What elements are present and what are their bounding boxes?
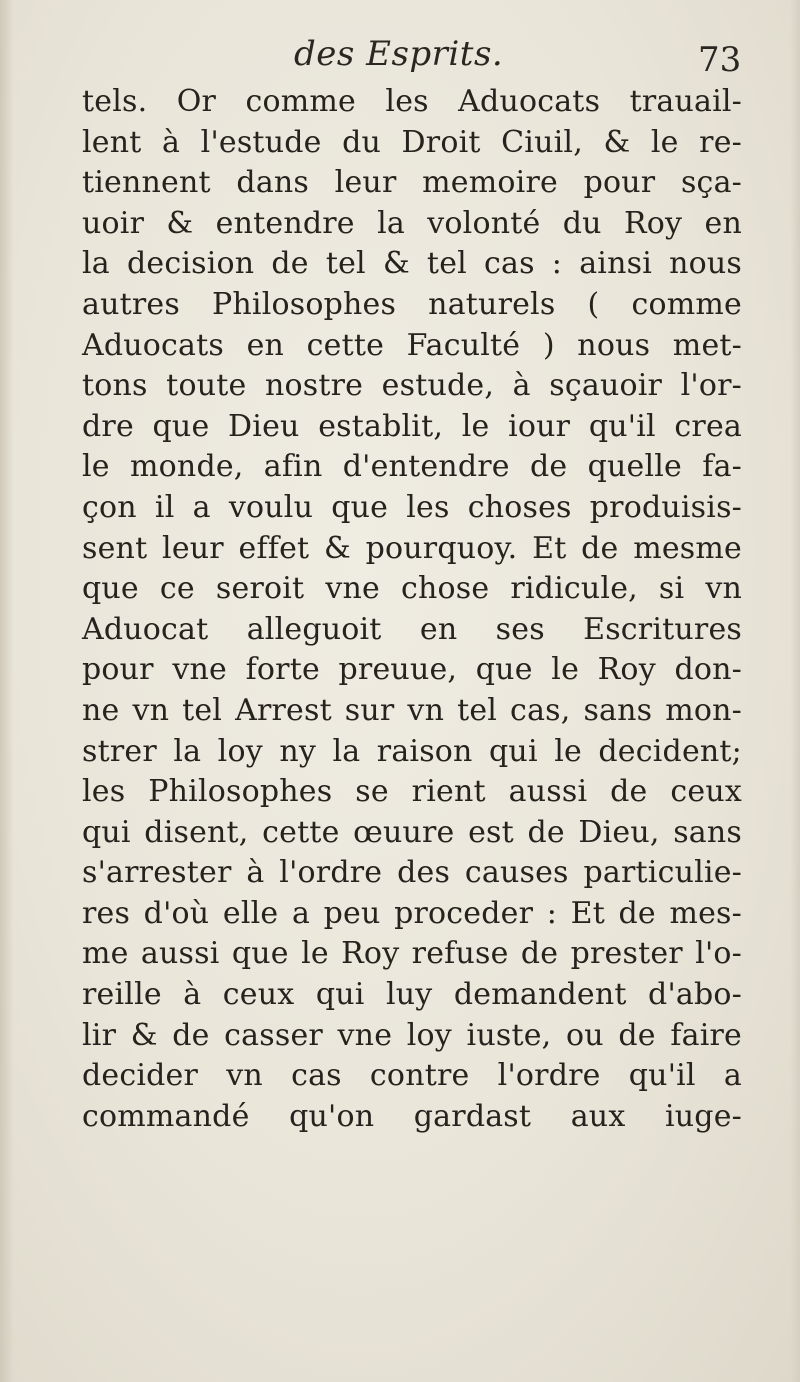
- body-text: [82, 82, 742, 1137]
- text-line: dre que Dieu establit, le iour qu'il crea: [82, 408, 742, 444]
- text-line: Aduocats en cette Faculté ) nous met-: [82, 327, 742, 363]
- text-line: qui disent, cette œuure est de Dieu, sans: [82, 814, 742, 850]
- page-gutter-shadow: [0, 0, 14, 1382]
- text-line: autres Philosophes naturels ( comme: [82, 286, 742, 322]
- page-number: 73: [698, 40, 742, 80]
- text-line: sent leur effet & pourquoy. Et de mesme: [82, 530, 742, 566]
- text-line: les Philosophes se rient aussi de ceux: [82, 774, 742, 810]
- text-line: tiennent dans leur memoire pour sça-: [82, 165, 742, 201]
- text-line: res d'où elle a peu proceder : Et de mes-: [82, 895, 742, 931]
- text-line: tons toute nostre estude, à sçauoir l'or-: [82, 368, 742, 404]
- text-line: la decision de tel & tel cas : ainsi nous: [82, 246, 742, 282]
- text-line: strer la loy ny la raison qui le decident;: [82, 733, 742, 769]
- running-head: des Esprits.: [294, 34, 504, 74]
- text-line: s'arrester à l'ordre des causes particulie-: [82, 855, 742, 891]
- text-line: Aduocat alleguoit en ses Escritures: [82, 611, 742, 647]
- text-line: uoir & entendre la volonté du Roy en: [82, 205, 742, 241]
- text-line: decider vn cas contre l'ordre qu'il a: [82, 1058, 742, 1094]
- text-line: commandé qu'on gardast aux iuge-: [82, 1098, 742, 1134]
- text-line: reille à ceux qui luy demandent d'abo-: [82, 977, 742, 1013]
- text-line: pour vne forte preuue, que le Roy don-: [82, 652, 742, 688]
- text-line: çon il a voulu que les choses produisis-: [82, 489, 742, 525]
- text-line: tels. Or comme les Aduocats trauail-: [82, 84, 742, 119]
- text-line: ne vn tel Arrest sur vn tel cas, sans mon-: [82, 692, 742, 728]
- page-edge-shadow: [790, 0, 800, 1382]
- text-line: me aussi que le Roy refuse de prester l'o-: [82, 936, 742, 972]
- text-line: lent à l'estude du Droit Ciuil, & le re-: [82, 124, 742, 160]
- text-line: que ce seroit vne chose ridicule, si vn: [82, 571, 742, 607]
- text-line: le monde, afin d'entendre de quelle fa-: [82, 449, 742, 485]
- text-line: lir & de casser vne loy iuste, ou de faire: [82, 1017, 742, 1053]
